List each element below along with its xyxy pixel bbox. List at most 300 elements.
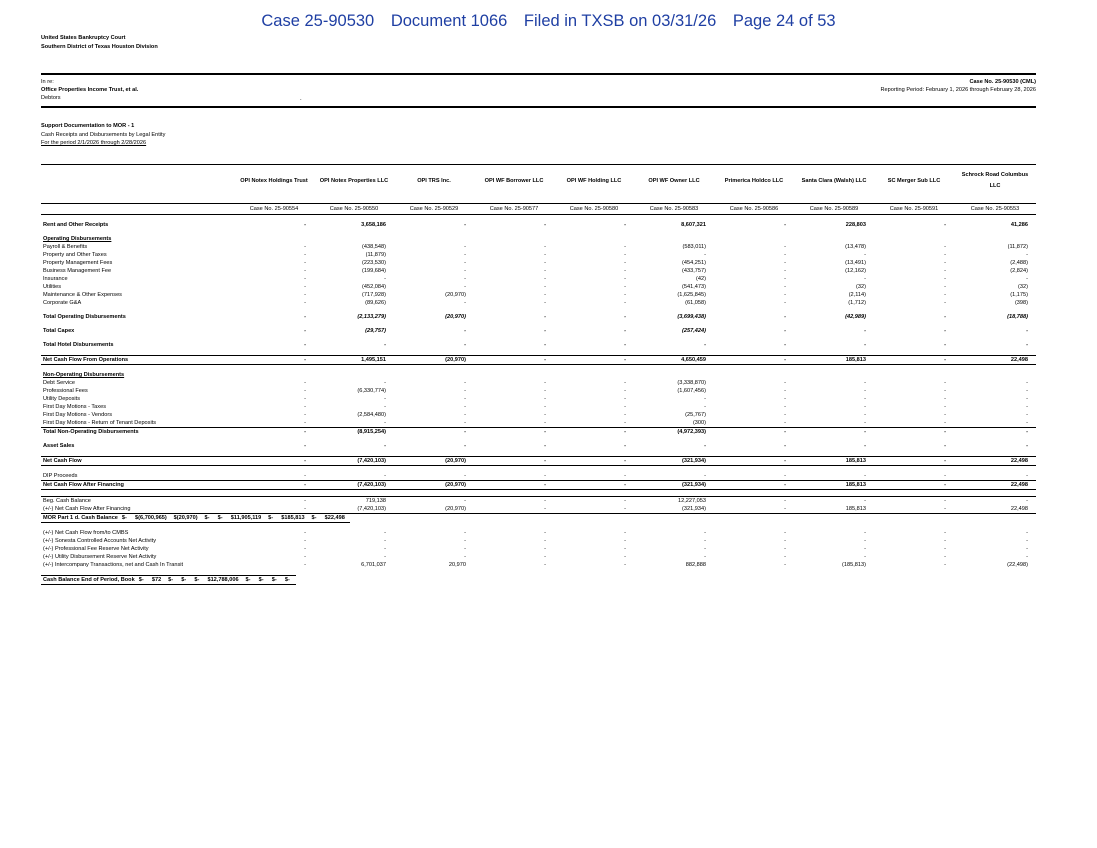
value-cell [554,327,634,335]
value-text: - [304,473,306,479]
value-text: (300) [692,420,706,426]
value-cell [279,514,309,523]
value-cell [394,505,474,514]
value-cell [714,267,794,275]
value-text: - [944,342,946,348]
value-cell [874,243,954,251]
value-cell [234,481,314,490]
value-cell [874,403,954,411]
value-text: - [784,554,786,560]
value-text: - [784,562,786,568]
table-row [41,379,1036,387]
value-cell [794,472,874,481]
value-cell [634,341,714,349]
value-cell [234,221,314,229]
value-text: - [1026,538,1028,544]
value-text: - [304,268,306,274]
value-cell [554,299,634,307]
value-cell [394,356,474,365]
value-text: - [304,252,306,258]
value-cell [794,545,874,553]
value-cell [634,379,714,387]
value-cell [474,299,554,307]
table-row [41,313,1036,321]
value-text: - [944,396,946,402]
value-text: - [184,577,187,583]
value-cell [874,561,954,569]
value-cell [954,545,1036,553]
value-cell [394,497,474,506]
in-re-label: In re: [41,79,54,85]
value-text: (20,970) [176,515,198,521]
value-text: 4,650,459 [681,357,706,363]
value-cell [954,356,1036,365]
row-label: Insurance [43,276,68,282]
value-cell [234,428,314,437]
value-text: - [464,380,466,386]
value-cell [474,411,554,419]
value-text: - [864,546,866,552]
in-re-block [41,78,138,102]
value-cell [314,428,394,437]
value-cell [394,561,474,569]
value-text: - [287,577,290,583]
row-label: First Day Motions - Taxes [43,404,106,410]
value-cell [474,283,554,291]
empty-cell [314,371,394,379]
value-cell [634,545,714,553]
value-cell [229,514,266,523]
value-cell [474,419,554,428]
value-cell [954,537,1036,545]
value-text: - [704,554,706,560]
value-text: (12,162) [845,268,866,274]
table-row [41,497,1036,506]
value-text: - [464,498,466,504]
value-cell [874,291,954,299]
value-cell [394,442,474,450]
value-text: - [704,252,706,258]
value-cell [954,259,1036,267]
value-cell [394,221,474,229]
value-text: - [544,357,546,363]
value-cell [314,481,394,490]
value-text: - [544,506,546,512]
value-text: - [304,314,306,320]
value-cell [634,529,714,537]
value-cell [394,267,474,275]
value-text: - [544,396,546,402]
value-cell [954,275,1036,283]
value-text: (20,970) [445,314,466,320]
row-label: First Day Motions - Vendors [43,412,113,418]
value-text: - [624,284,626,290]
table-row [41,442,1036,450]
row-label: (+/-) Utility Disbursement Reserve Net Activity [43,554,157,560]
table-row [41,419,1036,428]
empty-cell [874,235,954,243]
value-cell [474,403,554,411]
value-cell [314,419,394,428]
currency-symbol: $ [173,515,177,521]
value-text: (433,757) [682,268,706,274]
value-cell [714,221,794,229]
value-text: - [464,429,466,435]
value-text: - [304,562,306,568]
value-cell [554,283,634,291]
value-cell [474,537,554,545]
entity-case-number: Case No. 25-90586 [714,204,794,215]
value-cell [794,497,874,506]
value-cell [394,403,474,411]
value-text: 882,888 [685,562,706,568]
value-text: - [384,443,386,449]
row-label: (+/-) Net Cash Flow After Financing [41,505,234,514]
value-text: - [624,458,626,464]
value-text: - [1026,276,1028,282]
entity-case-number: Case No. 25-90554 [234,204,314,215]
currency-symbol: $ [135,515,139,521]
row-label: (+/-) Net Cash Flow from/to CMBS [43,530,129,536]
value-text: - [544,300,546,306]
value-text: 22,498 [327,515,345,521]
value-cell [954,529,1036,537]
value-cell [234,283,314,291]
value-cell [554,505,634,514]
value-text: - [864,443,866,449]
value-cell [874,411,954,419]
empty-cell [794,371,874,379]
spacer-row [41,490,1036,497]
value-cell [714,299,794,307]
value-text: - [944,482,946,488]
value-cell [714,395,794,403]
value-text: - [784,244,786,250]
value-text: - [944,357,946,363]
value-text: (20,970) [445,357,466,363]
value-cell [234,457,314,466]
value-cell [314,341,394,349]
value-cell [634,267,714,275]
value-cell [554,291,634,299]
value-text: - [464,342,466,348]
value-text: (4,972,393) [677,429,706,435]
value-cell [314,537,394,545]
value-text: - [1026,252,1028,258]
value-text: - [464,276,466,282]
value-cell [714,457,794,466]
value-cell [314,545,394,553]
value-text: - [864,252,866,258]
value-cell [714,275,794,283]
debtor-name: Office Properties Income Trust, et al. [41,87,139,93]
value-cell [234,505,314,514]
currency-symbol: $ [324,515,328,521]
row-label-header [41,165,234,198]
table-row [41,283,1036,291]
value-text: 22,498 [1010,357,1028,363]
value-text: (2,584,480) [357,412,386,418]
value-cell [234,537,314,545]
currency-symbol: $ [245,577,249,583]
value-text: - [1026,404,1028,410]
value-text: 22,498 [1010,458,1028,464]
row-label: First Day Motions - Return of Tenant Deposits [41,419,234,428]
value-text: - [944,388,946,394]
value-text: - [464,404,466,410]
value-text: - [784,328,786,334]
entity-header: Schrock Road Columbus LLC [954,165,1036,198]
value-cell [714,379,794,387]
value-text: - [944,562,946,568]
value-cell [474,545,554,553]
value-text: - [624,268,626,274]
value-cell [954,457,1036,466]
table-row [41,428,1036,437]
value-text: - [544,404,546,410]
value-text: - [464,473,466,479]
value-text: - [784,546,786,552]
value-text: - [624,222,626,228]
value-text: - [944,244,946,250]
value-cell [394,419,474,428]
value-text: - [1026,412,1028,418]
value-cell [234,403,314,411]
value-text: - [544,314,546,320]
value-text: - [304,342,306,348]
value-cell [954,387,1036,395]
value-text: - [125,515,127,521]
value-text: - [261,577,264,583]
value-text: - [624,314,626,320]
value-text: - [464,244,466,250]
value-cell [954,221,1036,229]
value-cell [474,497,554,506]
value-cell [874,505,954,514]
value-cell [794,341,874,349]
value-cell [474,457,554,466]
entity-case-number: Case No. 25-90589 [794,204,874,215]
value-cell [474,291,554,299]
value-text: - [624,530,626,536]
value-cell [474,275,554,283]
value-text: - [544,412,546,418]
value-text: - [544,562,546,568]
entity-header: OPI Notex Holdings Trust [234,165,314,198]
value-cell [205,576,243,585]
value-text: - [944,314,946,320]
value-cell [394,341,474,349]
value-cell [314,221,394,229]
value-text: - [304,546,306,552]
filing-document: Document 1066 [390,12,508,30]
value-cell [166,576,179,585]
value-text: - [624,300,626,306]
value-text: - [944,538,946,544]
row-label: Beg. Cash Balance [41,497,234,506]
value-text: - [624,276,626,282]
value-text: - [384,396,386,402]
value-cell [394,428,474,437]
value-text: (20,970) [445,482,466,488]
value-text: - [784,284,786,290]
value-cell [314,356,394,365]
value-cell [794,379,874,387]
value-text: (541,473) [682,284,706,290]
currency-symbol: $ [207,577,211,583]
table-row [41,505,1036,514]
value-cell [794,553,874,561]
value-text: - [544,328,546,334]
value-cell [874,529,954,537]
value-cell [634,313,714,321]
value-text: - [1026,498,1028,504]
value-cell [634,395,714,403]
value-cell [474,553,554,561]
value-text: - [304,396,306,402]
entity-header: Primerica Holdco LLC [714,165,794,198]
entity-header: SC Merger Sub LLC [874,165,954,198]
row-label: Property Management Fees [43,260,113,266]
value-text: - [544,420,546,426]
value-text: - [544,554,546,560]
row-label: Payroll & Benefits [43,244,88,250]
value-text: - [944,498,946,504]
currency-symbol: $ [271,577,275,583]
value-text: - [304,443,306,449]
value-cell [874,497,954,506]
value-cell [714,291,794,299]
value-cell [394,243,474,251]
value-cell [714,403,794,411]
value-text: 719,138 [365,498,386,504]
value-cell [474,341,554,349]
value-cell [874,428,954,437]
value-text: (25,767) [685,412,706,418]
row-label: Total Operating Disbursements [43,314,126,320]
value-text: (223,530) [362,260,386,266]
value-text: - [464,412,466,418]
value-text: - [304,357,306,363]
value-cell [314,243,394,251]
row-label: DIP Proceeds [41,472,234,481]
value-text: - [944,412,946,418]
row-label: MOR Part 1 d. Cash Balance [43,515,118,521]
value-text: - [464,530,466,536]
value-text: (398) [1014,300,1028,306]
value-text: - [784,222,786,228]
support-period: For the period 2/1/2026 through 2/28/2026 [41,140,147,146]
value-text: 41,286 [1010,222,1028,228]
value-text: - [544,342,546,348]
value-text: 22,498 [1010,482,1028,488]
value-text: - [624,357,626,363]
value-text: 11,905,119 [233,515,262,521]
value-cell [150,576,166,585]
value-cell [394,529,474,537]
value-text: - [304,292,306,298]
value-text: - [864,388,866,394]
table-row [41,299,1036,307]
value-text: 20,970 [448,562,466,568]
value-cell [394,327,474,335]
value-cell [394,283,474,291]
value-cell [634,457,714,466]
value-cell [634,561,714,569]
value-text: - [1026,388,1028,394]
value-cell [474,442,554,450]
value-cell [554,419,634,428]
value-cell [714,545,794,553]
value-text: - [544,268,546,274]
value-text: - [784,458,786,464]
value-cell [874,251,954,259]
value-text: - [784,482,786,488]
value-text: - [464,252,466,258]
value-cell [234,529,314,537]
value-text: (7,420,103) [357,506,386,512]
value-cell [554,481,634,490]
value-text: (89,626) [365,300,386,306]
value-text: - [464,260,466,266]
value-text: - [1026,380,1028,386]
value-text: (18,788) [1007,314,1028,320]
value-text: - [624,396,626,402]
value-cell [234,497,314,506]
value-text: - [304,420,306,426]
value-text: (1,712) [848,300,866,306]
value-text: - [1026,328,1028,334]
empty-cell [474,235,554,243]
value-text: (257,424) [682,328,706,334]
value-text: - [304,429,306,435]
court-line2: Southern District of Texas Houston Division [41,44,158,50]
value-cell [554,561,634,569]
value-text: - [304,244,306,250]
value-text: - [784,396,786,402]
currency-symbol: $ [230,515,234,521]
currency-symbol: $ [168,577,172,583]
row-label: Non-Operating Disbursements [43,372,125,378]
row-label: Rent and Other Receipts [43,222,109,228]
value-cell [794,505,874,514]
value-cell [634,356,714,365]
value-text: (583,011) [682,244,706,250]
value-text: 8,607,321 [681,222,706,228]
value-text: - [864,342,866,348]
value-text: - [464,388,466,394]
value-cell [554,221,634,229]
row-label: Utilities [43,284,62,290]
value-cell [394,411,474,419]
value-cell [794,561,874,569]
value-cell [794,457,874,466]
value-cell [554,259,634,267]
value-text: - [384,276,386,282]
value-cell [794,529,874,537]
value-cell [554,529,634,537]
value-cell [216,514,229,523]
table-row [41,553,1036,561]
value-text: - [624,244,626,250]
value-text: - [384,420,386,426]
value-cell [874,313,954,321]
value-text: - [864,429,866,435]
value-text: - [944,268,946,274]
value-text: - [384,380,386,386]
case-info-block [881,78,1036,94]
value-cell [954,379,1036,387]
